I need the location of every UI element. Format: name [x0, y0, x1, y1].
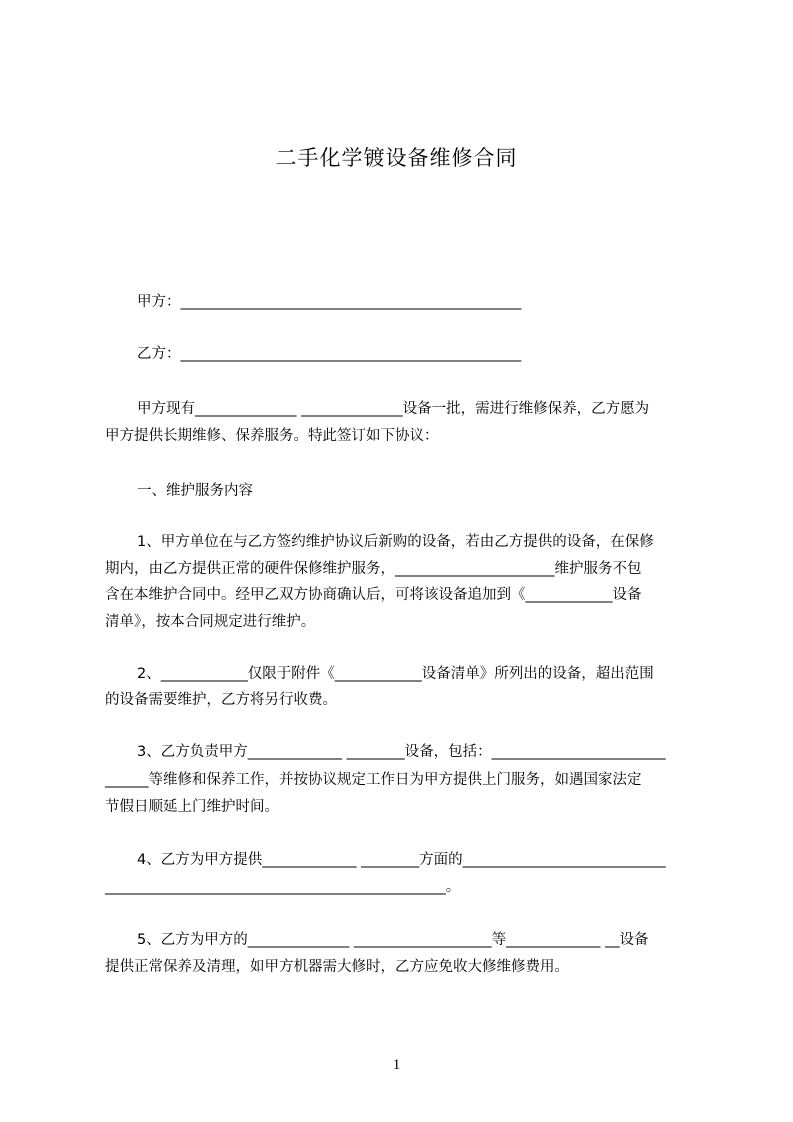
- clause-3-line-1: 3、乙方负责甲方_____________ ________设备，包括：________________________: [137, 744, 666, 760]
- page-number: 1: [392, 1057, 401, 1073]
- clause-1-line-4: 清单》，按本合同规定进行维护。: [105, 614, 316, 630]
- clause-5-line-1: 5、乙方为甲方的______________ ___________________等_____________ __设备: [137, 932, 649, 948]
- document-title: 二手化学镀设备维修合同: [275, 146, 518, 170]
- section-1-heading: 一、维护服务内容: [137, 483, 253, 499]
- clause-3-line-2: ______等维修和保养工作，并按协议规定工作日为甲方提供上门服务，如遇国家法定: [105, 772, 642, 788]
- intro-line-1: 甲方现有______________ ______________设备一批，需进行维修保养，乙方愿为: [137, 401, 650, 417]
- party-a-line: 甲方：_______________________________________________: [137, 294, 522, 310]
- clause-2-line-2: 的设备需要维护，乙方将另行收费。: [105, 692, 337, 708]
- clause-1-line-3: 含在本维护合同中。经甲乙双方协商确认后，可将该设备追加到《____________设备: [105, 587, 642, 603]
- clause-2-line-1: 2、____________仅限于附件《____________设备清单》所列出的设备，超出范围: [137, 666, 654, 682]
- party-b-line: 乙方：_______________________________________________: [137, 346, 522, 362]
- intro-line-2: 甲方提供长期维修、保养服务。特此签订如下协议：: [105, 428, 439, 444]
- clause-1-line-1: 1、甲方单位在与乙方签约维护协议后新购的设备，若由乙方提供的设备，在保修: [137, 534, 654, 550]
- clause-5-line-2: 提供正常保养及清理，如甲方机器需大修时，乙方应免收大修维修费用。: [105, 959, 569, 975]
- clause-3-line-3: 节假日顺延上门维护时间。: [105, 799, 279, 815]
- clause-4-line-1: 4、乙方为甲方提供_____________ ________方面的____________________________: [137, 852, 666, 868]
- clause-4-line-2: _______________________________________________。: [105, 879, 461, 895]
- clause-1-line-2: 期内，由乙方提供正常的硬件保修维护服务，______________________维护服务不包: [105, 561, 642, 577]
